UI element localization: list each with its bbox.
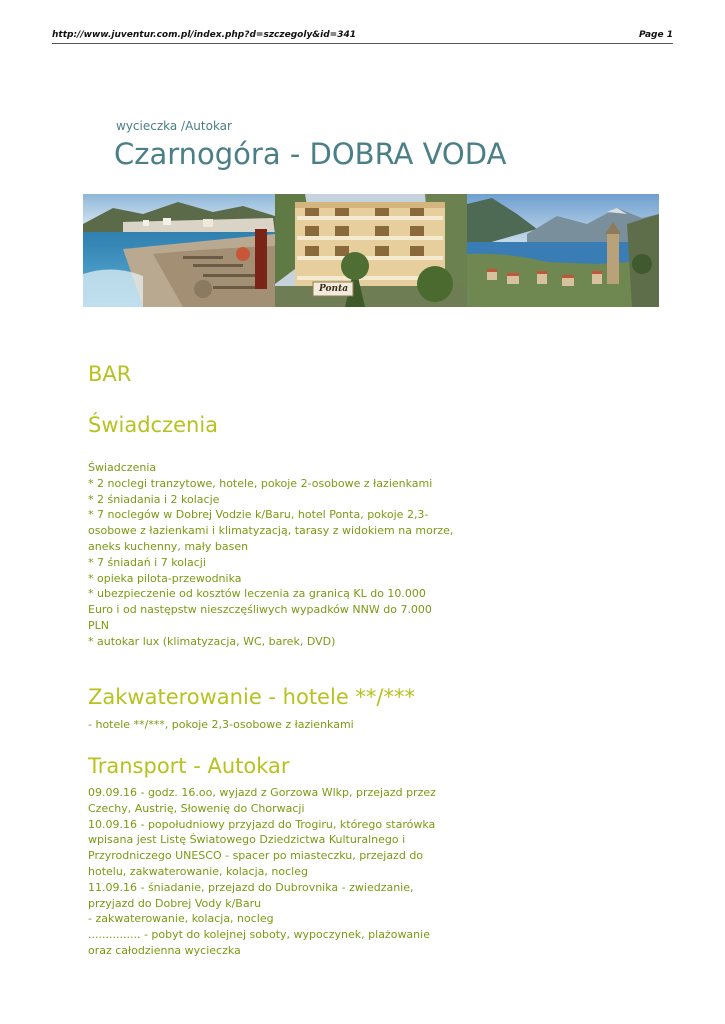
text-line: - hotele **/***, pokoje 2,3-osobowe z łazienkami (88, 718, 354, 731)
text-line: ............... - pobyt do kolejnej soboty, wypoczynek, plażowanie (88, 928, 430, 942)
text-line: oraz całodzienna wycieczka (88, 943, 241, 957)
text-line: * autokar lux (klimatyzacja, WC, barek, DVD) (88, 634, 336, 648)
text-line: * 2 śniadania i 2 kolacje (88, 492, 220, 506)
accommodation-list (88, 717, 458, 733)
beach-photo (83, 194, 275, 307)
text-line: * 7 śniadań i 7 kolacji (88, 555, 206, 569)
page-header (52, 29, 673, 44)
text-line: Świadczenia (88, 461, 157, 474)
text-line: przyjazd do Dobrej Vody k/Baru (88, 896, 262, 910)
transport-heading: Transport - Autokar (88, 754, 290, 778)
benefits-heading: Świadczenia (88, 413, 219, 437)
text-line: * ubezpieczenie od kosztów leczenia za granicą KL do 10.000 (88, 587, 426, 601)
benefits-list (88, 460, 458, 650)
text-line: * 2 noclegi tranzytowe, hotele, pokoje 2-osobowe z łazienkami (88, 476, 433, 490)
text-line: osobowe z łazienkami i klimatyzacją, tarasy z widokiem na morze, (88, 524, 454, 538)
text-line: aneks kuchenny, mały basen (88, 539, 249, 553)
transport-list (88, 785, 458, 959)
text-line: 10.09.16 - popołudniowy przyjazd do Trogiru, którego starówka (88, 817, 436, 831)
text-line: PLN (88, 618, 109, 632)
hotel-sign: Ponta (319, 284, 349, 294)
text-line: 09.09.16 - godz. 16.oo, wyjazd z Gorzowa Wlkp, przejazd przez (88, 786, 436, 799)
accommodation-heading: Zakwaterowanie - hotele **/*** (88, 685, 415, 709)
bar-heading: BAR (88, 362, 132, 386)
hotel-photo (275, 194, 467, 307)
text-line: - zakwaterowanie, kolacja, nocleg (88, 912, 274, 926)
text-line: Euro i od następstw nieszczęśliwych wypadków NNW do 7.000 (88, 603, 432, 617)
text-line: Czechy, Austrię, Słowenię do Chorwacji (88, 801, 305, 815)
text-line: 11.09.16 - śniadanie, przejazd do Dubrovnika - zwiedzanie, (88, 880, 414, 894)
trip-title: Czarnogóra - DOBRA VODA (114, 137, 507, 171)
header-url: http://www.juventur.com.pl/index.php?d=szczegoly&id=341 (52, 30, 357, 40)
text-line: hotelu, zakwaterowanie, kolacja, nocleg (88, 864, 308, 878)
text-line: wpisana jest Listę Światowego Dziedzictwa Kulturalnego i (88, 833, 406, 847)
text-line: * 7 noclegów w Dobrej Vodzie k/Baru, hotel Ponta, pokoje 2,3- (88, 508, 429, 522)
text-line: Przyrodniczego UNESCO - spacer po miasteczku, przejazd do (88, 849, 424, 863)
page-number: Page 1 (638, 30, 673, 40)
trip-category: wycieczka /Autokar (116, 119, 232, 133)
text-line: * opieka pilota-przewodnika (88, 571, 242, 585)
photo-banner (83, 194, 659, 307)
bay-photo (467, 194, 659, 307)
